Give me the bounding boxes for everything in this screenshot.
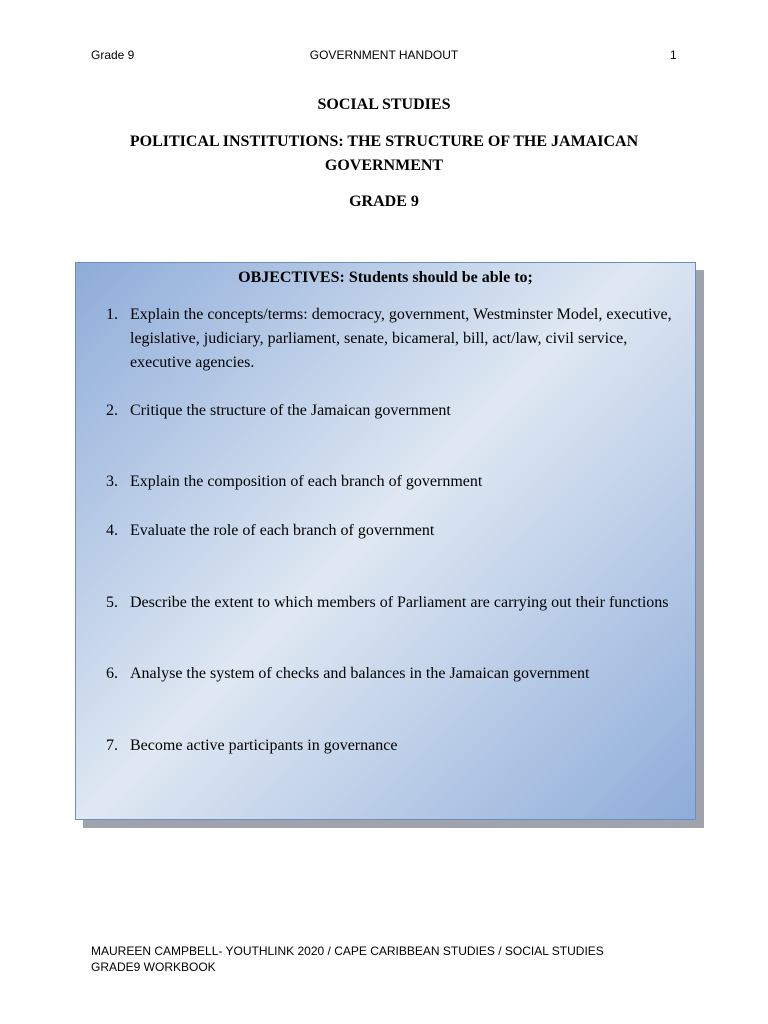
footer-credit: MAUREEN CAMPBELL- YOUTHLINK 2020 / CAPE CARIBBEAN STUDIES / SOCIAL STUDIES GRADE9 WORKBOOK	[91, 944, 604, 974]
objective-text: Become active participants in governance	[130, 737, 398, 754]
objective-number: 2.	[106, 402, 118, 419]
objective-item	[106, 303, 676, 375]
page-number: 1	[670, 48, 677, 62]
objectives-box	[75, 262, 696, 820]
objective-number: 3.	[106, 473, 118, 490]
objective-item	[106, 519, 676, 543]
objective-item	[106, 399, 676, 423]
objective-number: 6.	[106, 665, 118, 682]
objective-text: Describe the extent to which members of Parliament are carrying out their functions	[130, 594, 669, 611]
objective-text: Explain the concepts/terms: democracy, government, Westminster Model, executive, legislative, judiciary, parliament, senate, bicameral, bill, act/law, civil service, executive agencies.	[130, 306, 672, 371]
topic-title: POLITICAL INSTITUTIONS: THE STRUCTURE OF THE JAMAICAN GOVERNMENT	[129, 133, 639, 174]
objective-number: 1.	[106, 306, 118, 323]
objective-number: 4.	[106, 522, 118, 539]
objective-item	[106, 470, 676, 494]
objective-text: Critique the structure of the Jamaican government	[130, 402, 451, 419]
header-center: GOVERNMENT HANDOUT	[309, 48, 459, 62]
objective-item	[106, 662, 676, 686]
subject-title: SOCIAL STUDIES	[317, 96, 451, 113]
objective-text: Explain the composition of each branch of government	[130, 473, 483, 490]
objective-number: 7.	[106, 737, 118, 754]
grade-title: GRADE 9	[349, 193, 419, 210]
objective-text: Analyse the system of checks and balances in the Jamaican government	[130, 665, 590, 682]
header-left: Grade 9	[91, 48, 135, 62]
objective-text: Evaluate the role of each branch of government	[130, 522, 435, 539]
objectives-heading: OBJECTIVES: Students should be able to;	[238, 269, 533, 286]
objective-item	[106, 734, 676, 758]
objective-number: 5.	[106, 594, 118, 611]
objective-item	[106, 591, 676, 615]
